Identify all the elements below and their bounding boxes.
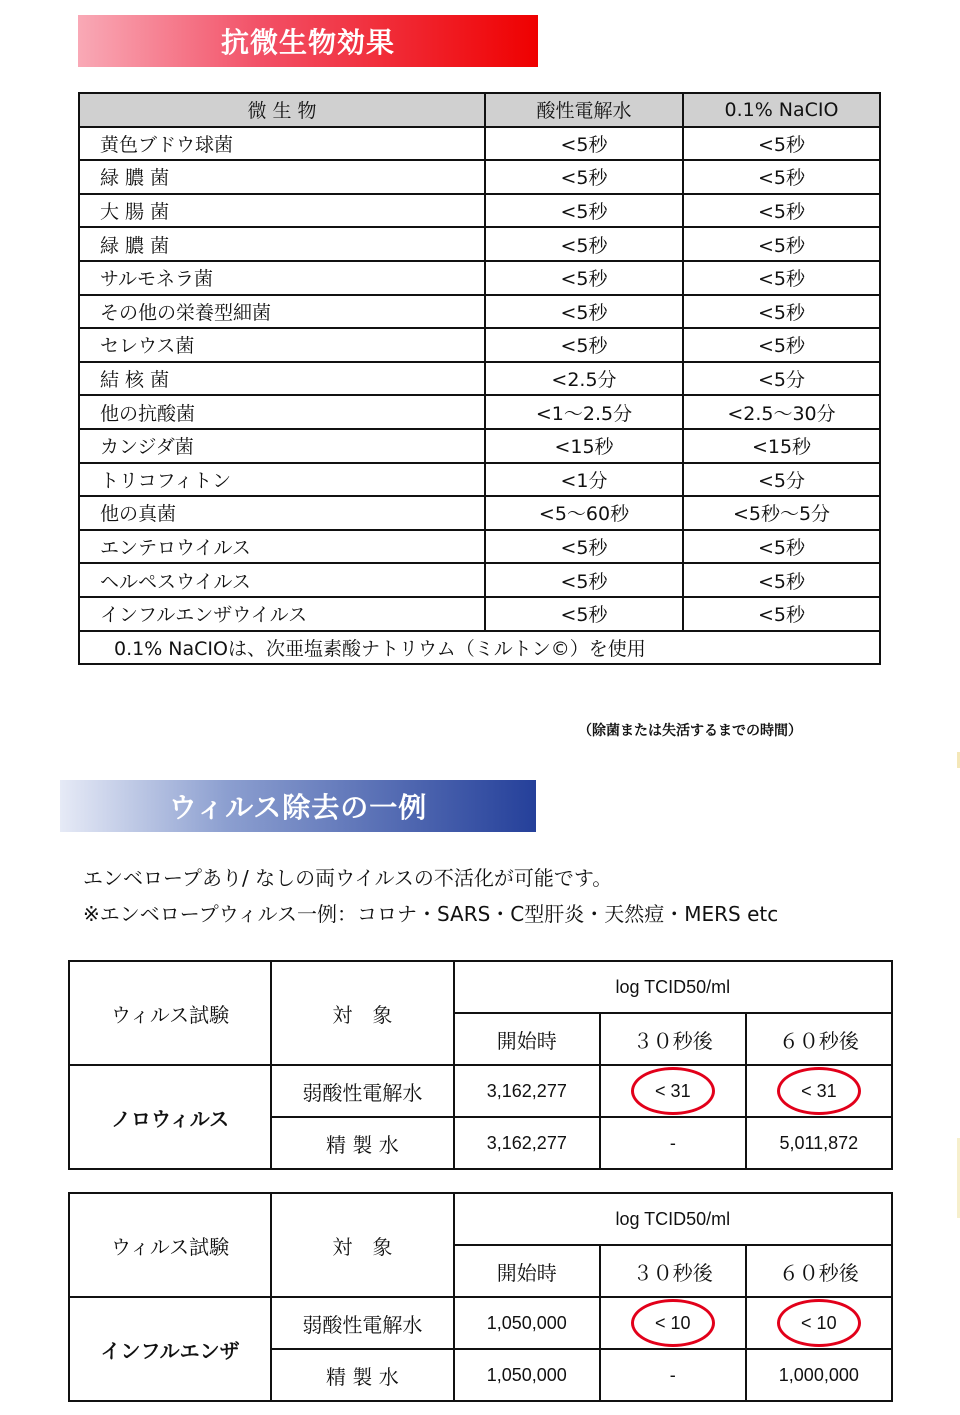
header-virus-test: ウィルス試験 <box>69 1193 271 1297</box>
result-value <box>600 1117 746 1169</box>
microbe-name: 黄色ブドウ球菌 <box>79 127 485 161</box>
acidic-water-time: <5秒 <box>485 597 683 631</box>
table-header-row <box>69 961 892 1013</box>
naclo-time: <5秒 <box>683 563 880 597</box>
header-time: 開始時 <box>454 1013 600 1065</box>
value-text: 5,011,872 <box>779 1132 859 1153</box>
header-target: 対 象 <box>271 1193 454 1297</box>
table-row <box>79 127 880 161</box>
microbe-name: 大 腸 菌 <box>79 194 485 228</box>
header-acidic-water: 酸性電解水 <box>485 93 683 127</box>
naclo-time: <5秒 <box>683 160 880 194</box>
table-row <box>79 463 880 497</box>
value-text: 1,050,000 <box>486 1364 567 1385</box>
result-value <box>746 1065 892 1117</box>
highlight-circle <box>777 1067 861 1115</box>
naclo-time: <5秒 <box>683 530 880 564</box>
highlight-circle <box>631 1067 715 1115</box>
value-text: < 10 <box>801 1312 837 1333</box>
microbe-name: 緑 膿 菌 <box>79 227 485 261</box>
table-row <box>69 1297 892 1349</box>
table-row <box>79 261 880 295</box>
microbe-name: 他の抗酸菌 <box>79 395 485 429</box>
header-time: ３０秒後 <box>600 1013 746 1065</box>
result-value <box>746 1117 892 1169</box>
intro-text-line1: エンベロープあり/ なしの両ウイルスの不活化が可能です。 <box>83 866 613 890</box>
header-time: 開始時 <box>454 1245 600 1297</box>
microbe-name: カンジダ菌 <box>79 429 485 463</box>
table-row <box>79 563 880 597</box>
header-unit: log TCID50/ml <box>454 961 892 1013</box>
section-title-virus-removal: ウィルス除去の一例 <box>60 780 536 832</box>
naclo-time: <5秒 <box>683 295 880 329</box>
value-text: - <box>669 1132 676 1153</box>
acidic-water-time: <1分 <box>485 463 683 497</box>
microbe-name: 他の真菌 <box>79 496 485 530</box>
microbe-name: トリコフィトン <box>79 463 485 497</box>
acidic-water-time: <5秒 <box>485 127 683 161</box>
table-row <box>79 597 880 631</box>
influenza-table <box>68 1192 893 1402</box>
section-title-antimicrobial: 抗微生物効果 <box>78 15 538 67</box>
value-text: < 31 <box>655 1080 691 1101</box>
naclo-time: <5秒 <box>683 328 880 362</box>
acidic-water-time: <5秒 <box>485 160 683 194</box>
naclo-note: 0.1% NaCIOは、次亜塩素酸ナトリウム（ミルトン©）を使用 <box>79 631 880 665</box>
naclo-time: <5分 <box>683 362 880 396</box>
naclo-time: <5秒 <box>683 127 880 161</box>
acidic-water-time: <5秒 <box>485 328 683 362</box>
table-row <box>79 362 880 396</box>
acidic-water-time: <5秒 <box>485 530 683 564</box>
acidic-water-time: <5秒 <box>485 295 683 329</box>
acidic-water-time: <5秒 <box>485 194 683 228</box>
highlight-circle <box>631 1299 715 1347</box>
header-unit: log TCID50/ml <box>454 1193 892 1245</box>
value-text: 3,162,277 <box>486 1080 567 1101</box>
virus-name: ノロウィルス <box>69 1065 271 1169</box>
acidic-water-time: <15秒 <box>485 429 683 463</box>
value-text: - <box>669 1364 676 1385</box>
table-header-row <box>79 93 880 127</box>
table-caption: （除菌または失活するまでの時間） <box>578 723 802 739</box>
acidic-water-time: <1～2.5分 <box>485 395 683 429</box>
table-row <box>79 227 880 261</box>
acidic-water-time: <5秒 <box>485 261 683 295</box>
acidic-water-time: <5～60秒 <box>485 496 683 530</box>
naclo-time: <5秒 <box>683 261 880 295</box>
microbe-name: サルモネラ菌 <box>79 261 485 295</box>
result-value <box>746 1297 892 1349</box>
naclo-time: <2.5～30分 <box>683 395 880 429</box>
value-text: 3,162,277 <box>486 1132 567 1153</box>
table-row <box>79 496 880 530</box>
header-target: 対 象 <box>271 961 454 1065</box>
result-value <box>746 1349 892 1401</box>
acidic-water-time: <2.5分 <box>485 362 683 396</box>
result-value <box>454 1065 600 1117</box>
header-time: ６０秒後 <box>746 1013 892 1065</box>
intro-text-line2: ※エンベロープウィルス一例：コロナ・SARS・C型肝炎・天然痘・MERS etc <box>83 902 779 926</box>
value-text: 1,050,000 <box>486 1312 567 1333</box>
naclo-time: <5秒～5分 <box>683 496 880 530</box>
table-row <box>79 160 880 194</box>
table-row <box>79 194 880 228</box>
header-microbe: 微 生 物 <box>79 93 485 127</box>
microbe-name: 結 核 菌 <box>79 362 485 396</box>
result-value <box>454 1349 600 1401</box>
table-header-row <box>69 1193 892 1245</box>
antimicrobial-table <box>78 92 881 665</box>
naclo-time: <5分 <box>683 463 880 497</box>
naclo-time: <5秒 <box>683 227 880 261</box>
target-name: 弱酸性電解水 <box>271 1065 454 1117</box>
target-name: 弱酸性電解水 <box>271 1297 454 1349</box>
header-naclo: 0.1% NaCIO <box>683 93 880 127</box>
virus-name: インフルエンザ <box>69 1297 271 1401</box>
microbe-name: ヘルペスウイルス <box>79 563 485 597</box>
result-value <box>600 1065 746 1117</box>
result-value <box>454 1117 600 1169</box>
header-virus-test: ウィルス試験 <box>69 961 271 1065</box>
value-text: < 10 <box>655 1312 691 1333</box>
header-time: ３０秒後 <box>600 1245 746 1297</box>
microbe-name: インフルエンザウイルス <box>79 597 485 631</box>
result-value <box>454 1297 600 1349</box>
naclo-time: <5秒 <box>683 597 880 631</box>
result-value <box>600 1297 746 1349</box>
table-row <box>69 1065 892 1117</box>
highlight-circle <box>777 1299 861 1347</box>
microbe-name: エンテロウイルス <box>79 530 485 564</box>
table-row <box>79 395 880 429</box>
header-time: ６０秒後 <box>746 1245 892 1297</box>
acidic-water-time: <5秒 <box>485 563 683 597</box>
note-row <box>79 631 880 665</box>
microbe-name: セレウス菌 <box>79 328 485 362</box>
result-value <box>600 1349 746 1401</box>
table-row <box>79 328 880 362</box>
naclo-time: <15秒 <box>683 429 880 463</box>
target-name: 精 製 水 <box>271 1349 454 1401</box>
microbe-name: その他の栄養型細菌 <box>79 295 485 329</box>
acidic-water-time: <5秒 <box>485 227 683 261</box>
value-text: 1,000,000 <box>778 1364 859 1385</box>
table-row <box>79 295 880 329</box>
norovirus-table <box>68 960 893 1170</box>
table-row <box>79 530 880 564</box>
target-name: 精 製 水 <box>271 1117 454 1169</box>
naclo-time: <5秒 <box>683 194 880 228</box>
table-row <box>79 429 880 463</box>
value-text: < 31 <box>801 1080 837 1101</box>
microbe-name: 緑 膿 菌 <box>79 160 485 194</box>
